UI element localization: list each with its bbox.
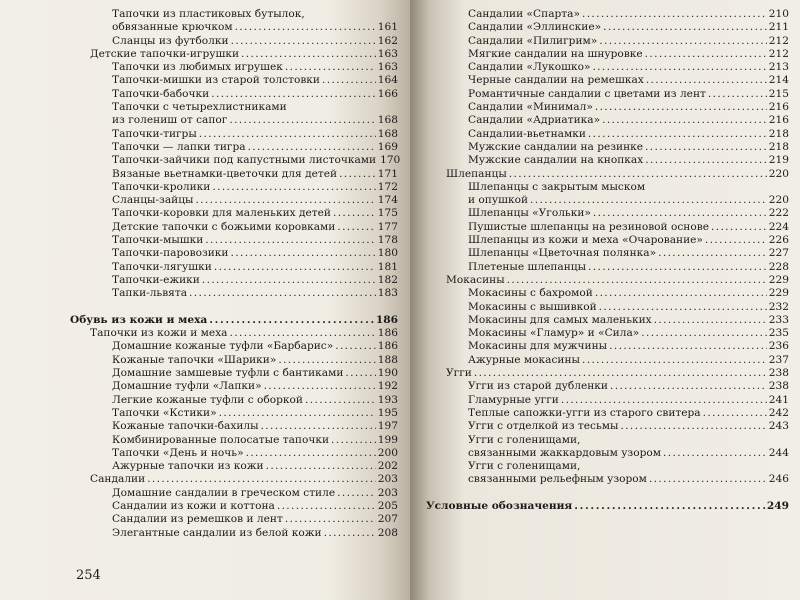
toc-entry-title: обвязанные крючком [112, 21, 233, 34]
toc-entry-title: и опушкой [468, 194, 529, 207]
toc-entry-title: Сандалии из ремешков и лент [112, 513, 283, 526]
toc-list-right [426, 8, 789, 513]
toc-entry-title: Угги из старой дубленки [468, 380, 608, 393]
toc-entry-page: 182 [377, 273, 398, 286]
toc-entry [426, 8, 789, 21]
toc-entry [70, 261, 398, 274]
toc-entry-title: Гламурные угги [468, 393, 559, 406]
toc-leader-dots [331, 434, 376, 447]
toc-leader-dots [205, 234, 375, 247]
toc-leader-dots [264, 380, 376, 393]
toc-entry-title: Тапочки-мышки [112, 234, 204, 247]
toc-entry [70, 141, 398, 154]
toc-leader-dots [588, 261, 767, 274]
toc-entry [426, 247, 789, 260]
toc-entry-page: 212 [768, 47, 789, 60]
toc-entry-title: Домашние замшевые туфли с бантиками [112, 367, 344, 380]
toc-entry-title: Сандалии «Лукошко» [468, 61, 591, 74]
toc-entry-page: 220 [768, 167, 789, 180]
toc-entry [426, 380, 789, 393]
toc-leader-dots [582, 354, 767, 367]
toc-entry-title: Угги с отделкой из тесьмы [468, 420, 619, 433]
toc-entry-title: Вязаные вьетнамки-цветочки для детей [112, 167, 338, 180]
toc-leader-dots [241, 48, 376, 61]
toc-entry-page: 199 [377, 433, 398, 446]
toc-entry-title: Комбинированные полосатые тапочки [112, 433, 330, 446]
toc-entry-page: 197 [377, 420, 398, 433]
toc-entry-title: Мужские сандалии на резинке [468, 140, 644, 153]
toc-entry-title: Домашние сандалии в греческом стиле [112, 486, 336, 499]
toc-entry-page: 180 [377, 247, 398, 260]
toc-entry-page: 163 [377, 61, 398, 74]
toc-entry [426, 74, 789, 87]
toc-entry-title: Ажурные мокасины [468, 353, 580, 366]
toc-entry-page: 235 [768, 327, 789, 340]
toc-leader-dots [219, 407, 376, 420]
toc-leader-dots [703, 407, 767, 420]
toc-leader-dots [209, 314, 374, 327]
toc-entry-title: Легкие кожаные туфли с оборкой [112, 393, 303, 406]
toc-leader-dots [574, 500, 765, 513]
toc-entry-page: 168 [377, 127, 398, 140]
toc-leader-dots [261, 420, 376, 433]
toc-entry [426, 367, 789, 380]
toc-leader-dots [561, 394, 767, 407]
toc-entry [426, 447, 789, 460]
toc-leader-dots [277, 500, 376, 513]
toc-entry [426, 141, 789, 154]
toc-leader-dots [211, 88, 376, 101]
toc-leader-dots [195, 194, 375, 207]
toc-entry-page: 244 [768, 446, 789, 459]
toc-entry [426, 327, 789, 340]
toc-entry [426, 128, 789, 141]
toc-entry-page: 218 [768, 127, 789, 140]
toc-entry-title: Тапочки-кролики [112, 180, 211, 193]
toc-leader-dots [246, 447, 376, 460]
toc-entry [70, 513, 398, 526]
toc-entry-page: 213 [768, 61, 789, 74]
toc-entry-page: 220 [768, 194, 789, 207]
toc-entry-title: Сандалии-вьетнамки [468, 127, 586, 140]
toc-entry [70, 74, 398, 87]
toc-leader-dots [711, 221, 767, 234]
toc-entry [70, 234, 398, 247]
toc-leader-dots [474, 367, 767, 380]
toc-entry-page: 162 [377, 34, 398, 47]
toc-entry-page: 169 [377, 140, 398, 153]
toc-entry-title: Романтичные сандалии с цветами из лент [468, 87, 706, 100]
toc-entry-title: Шлепанцы «Угольки» [468, 207, 591, 220]
toc-leader-dots [199, 128, 376, 141]
toc-leader-dots [322, 74, 376, 87]
toc-entry-page: 186 [375, 313, 398, 326]
toc-leader-dots [335, 340, 376, 353]
toc-entry-page: 195 [377, 406, 398, 419]
toc-entry [426, 21, 789, 34]
toc-entry-page: 186 [377, 327, 398, 340]
toc-entry-page: 170 [380, 154, 401, 167]
toc-entry-title: Тапочки из пластиковых бутылок, [112, 8, 305, 20]
toc-leader-dots [266, 460, 376, 473]
toc-leader-dots [582, 8, 767, 21]
toc-leader-dots [507, 274, 767, 287]
toc-entry-page: 183 [377, 287, 398, 300]
toc-entry-title: Условные обозначения [426, 499, 573, 512]
toc-entry-page: 174 [377, 194, 398, 207]
toc-entry-title: Домашние кожаные туфли «Барбарис» [112, 340, 334, 353]
toc-entry-page: 193 [377, 393, 398, 406]
toc-entry-title: Шлепанцы «Цветочная полянка» [468, 247, 657, 260]
toc-entry-title: Кожаные тапочки-бахилы [112, 420, 259, 433]
toc-entry [70, 194, 398, 207]
toc-entry-title: Мокасины «Гламур» и «Сила» [468, 327, 640, 340]
toc-entry-page: 232 [768, 300, 789, 313]
toc-entry-page: 236 [768, 340, 789, 353]
toc-entry [70, 88, 398, 101]
toc-entry-title: Черные сандалии на ремешках [468, 74, 644, 87]
toc-entry [426, 274, 789, 287]
toc-entry-page: 207 [377, 513, 398, 526]
toc-entry-title: Угги [446, 367, 472, 380]
toc-entry [70, 154, 401, 167]
toc-leader-dots [641, 327, 767, 340]
toc-entry [426, 261, 789, 274]
toc-leader-dots [231, 247, 376, 260]
toc-entry-title: Угги с голенищами, [468, 460, 581, 473]
toc-entry-page: 238 [768, 380, 789, 393]
toc-leader-dots [530, 194, 767, 207]
toc-entry [70, 114, 398, 127]
toc-entry-title: Мужские сандалии на кнопках [468, 154, 644, 167]
toc-entry-title: Шлепанцы из кожи и меха «Очарование» [468, 234, 703, 247]
toc-entry [70, 380, 398, 393]
toc-entry-page: 168 [377, 114, 398, 127]
toc-entry-page: 226 [768, 234, 789, 247]
toc-entry-title: Сандалии [90, 473, 146, 486]
toc-entry [426, 314, 789, 327]
toc-entry-title: Мягкие сандалии на шнуровке [468, 47, 643, 60]
toc-leader-dots [588, 128, 767, 141]
toc-leader-dots [231, 35, 376, 48]
toc-leader-dots [345, 367, 375, 380]
toc-entry-page: 224 [768, 220, 789, 233]
toc-entry-title: Кожаные тапочки «Шарики» [112, 353, 277, 366]
toc-entry-title: Мокасины с вышивкой [468, 300, 597, 313]
toc-entry-title: Тапочки-бабочки [112, 87, 210, 100]
toc-leader-dots [610, 380, 767, 393]
toc-leader-dots [285, 61, 376, 74]
toc-entry-title: Шлепанцы с закрытым мыском [468, 180, 646, 193]
toc-leader-dots [189, 287, 376, 300]
toc-entry-page: 205 [377, 499, 398, 512]
toc-entry [70, 314, 398, 327]
toc-leader-dots [620, 420, 766, 433]
toc-leader-dots [595, 101, 767, 114]
toc-entry [70, 35, 398, 48]
toc-entry-title: Тапочки из кожи и меха [90, 327, 228, 340]
toc-entry-page: 229 [768, 287, 789, 300]
toc-entry-title: Тапочки-ежики [112, 273, 200, 286]
toc-entry-title: Тапочки — лапки тигра [112, 140, 246, 153]
toc-entry-page: 190 [377, 367, 398, 380]
toc-entry-page: 227 [768, 247, 789, 260]
toc-entry-title: Плетеные шлепанцы [468, 260, 587, 273]
toc-entry-title: Шлепанцы [446, 167, 507, 180]
toc-entry [426, 88, 789, 101]
toc-entry [426, 234, 789, 247]
toc-leader-dots [708, 88, 767, 101]
toc-entry [70, 274, 398, 287]
toc-entry-title: Тапочки «День и ночь» [112, 446, 244, 459]
toc-entry [70, 527, 398, 540]
toc-entry-page: 164 [377, 74, 398, 87]
toc-leader-dots [595, 287, 767, 300]
toc-entry [70, 168, 398, 181]
toc-entry [70, 221, 398, 234]
toc-leader-dots [609, 340, 767, 353]
toc-entry-title: Элегантные сандалии из белой кожи [112, 526, 322, 539]
toc-entry-page: 177 [377, 220, 398, 233]
toc-leader-dots [278, 354, 375, 367]
toc-entry-title: Сланцы-зайцы [112, 194, 194, 207]
toc-entry-title: Детские тапочки-игрушки [90, 47, 240, 60]
toc-entry-page: 171 [377, 167, 398, 180]
toc-entry-page: 161 [377, 21, 398, 34]
toc-entry-page: 218 [768, 140, 789, 153]
toc-entry-page: 233 [768, 313, 789, 326]
toc-entry-title: Тапочки из любимых игрушек [112, 61, 283, 74]
toc-entry-title: Ажурные тапочки из кожи [112, 460, 264, 473]
toc-entry-page: 222 [768, 207, 789, 220]
toc-entry-page: 188 [377, 353, 398, 366]
toc-entry [426, 394, 789, 407]
toc-entry [70, 407, 398, 420]
toc-entry-title: Сланцы из футболки [112, 34, 229, 47]
toc-entry [426, 420, 789, 433]
toc-entry-page: 212 [768, 34, 789, 47]
toc-entry [426, 500, 789, 513]
toc-leader-dots [645, 48, 767, 61]
toc-leader-dots [599, 301, 767, 314]
toc-entry-page: 216 [768, 101, 789, 114]
toc-leader-dots [592, 61, 766, 74]
toc-entry [70, 327, 398, 340]
toc-entry [426, 48, 789, 61]
toc-leader-dots [603, 21, 767, 34]
toc-entry [70, 420, 398, 433]
toc-entry-title: Сандалии «Эллинские» [468, 21, 602, 34]
toc-leader-dots [705, 234, 767, 247]
toc-entry-page: 178 [377, 234, 398, 247]
toc-entry [70, 128, 398, 141]
toc-entry-page: 242 [768, 406, 789, 419]
toc-leader-dots [599, 35, 767, 48]
right-page [410, 0, 800, 600]
toc-entry-page: 216 [768, 114, 789, 127]
toc-entry-title: связанными рельефным узором [468, 473, 647, 486]
toc-entry [70, 500, 398, 513]
toc-entry-page: 192 [377, 380, 398, 393]
toc-entry [70, 340, 398, 353]
toc-entry-page: 200 [377, 446, 398, 459]
toc-entry-title: Сандалии «Минимал» [468, 101, 593, 114]
toc-leader-dots [593, 207, 767, 220]
toc-list-left [70, 8, 401, 540]
toc-entry [426, 114, 789, 127]
toc-leader-dots [324, 527, 376, 540]
toc-entry-title: Мокасины для самых маленьких [468, 313, 652, 326]
toc-entry-title: Тапочки-лягушки [112, 260, 212, 273]
toc-leader-dots [202, 274, 376, 287]
toc-leader-dots [214, 261, 376, 274]
toc-entry-title: Тапочки-паровозики [112, 247, 229, 260]
toc-entry-page: 203 [377, 473, 398, 486]
toc-entry [426, 101, 789, 114]
toc-leader-dots [229, 114, 375, 127]
toc-entry-page: 243 [768, 420, 789, 433]
toc-entry [426, 194, 789, 207]
toc-entry-title: из голениш от сапог [112, 114, 228, 127]
toc-entry-title: Детские тапочки с божьими коровками [112, 220, 336, 233]
toc-entry [70, 287, 398, 300]
toc-entry [70, 21, 398, 34]
toc-entry-page: 215 [768, 87, 789, 100]
toc-entry [426, 207, 789, 220]
toc-entry-page: 211 [768, 21, 789, 34]
toc-leader-dots [654, 314, 767, 327]
toc-entry-page: 186 [377, 340, 398, 353]
toc-entry [426, 154, 789, 167]
toc-entry-page: 208 [377, 526, 398, 539]
toc-entry [70, 447, 398, 460]
toc-entry-title: Тапочки «Кстики» [112, 406, 217, 419]
toc-entry [70, 247, 398, 260]
toc-leader-dots [337, 487, 376, 500]
toc-entry-page: 219 [768, 154, 789, 167]
toc-leader-dots [248, 141, 376, 154]
toc-entry-title: Сандалии из кожи и коттона [112, 499, 275, 512]
toc-entry-page: 166 [377, 87, 398, 100]
toc-entry-title: Тапочки-зайчики под капустными листочками [112, 154, 377, 167]
toc-entry-title: Пушистые шлепанцы на резиновой основе [468, 220, 709, 233]
toc-leader-dots [235, 21, 376, 34]
toc-leader-dots [339, 168, 376, 181]
toc-entry [426, 473, 789, 486]
toc-leader-dots [229, 327, 375, 340]
toc-leader-dots [305, 394, 376, 407]
toc-leader-dots [663, 447, 767, 460]
page-number: 254 [76, 568, 101, 583]
toc-entry [426, 181, 789, 194]
toc-entry [426, 61, 789, 74]
toc-entry [426, 340, 789, 353]
toc-leader-dots [649, 473, 767, 486]
toc-leader-dots [645, 141, 767, 154]
toc-entry-page: 210 [768, 8, 789, 20]
toc-entry [70, 434, 398, 447]
toc-entry-page: 163 [377, 47, 398, 60]
toc-entry [426, 287, 789, 300]
toc-entry-page: 246 [768, 473, 789, 486]
toc-entry [70, 487, 398, 500]
toc-entry-title: Тапки-львята [112, 287, 188, 300]
toc-entry-page: 202 [377, 460, 398, 473]
toc-entry-title: Мокасины с бахромой [468, 287, 593, 300]
toc-leader-dots [645, 154, 767, 167]
toc-entry-title: Тапочки с четырехлистниками [112, 101, 287, 114]
toc-entry-page: 229 [768, 273, 789, 286]
toc-entry-title: Мокасины для мужчины [468, 340, 608, 353]
toc-entry-title: Сандалии «Пилигрим» [468, 34, 598, 47]
toc-entry-page: 175 [377, 207, 398, 220]
toc-entry-title: Тапочки-мишки из старой толстовки [112, 74, 320, 87]
toc-entry [70, 48, 398, 61]
toc-entry [70, 207, 398, 220]
toc-entry [426, 354, 789, 367]
toc-entry-title: Теплые сапожки-угги из старого свитера [468, 406, 701, 419]
toc-entry-title: Сандалии «Спарта» [468, 8, 580, 20]
toc-entry [70, 460, 398, 473]
toc-entry-title: Тапочки-коровки для маленьких детей [112, 207, 331, 220]
toc-entry-title: Сандалии «Адриатика» [468, 114, 601, 127]
toc-entry-page: 214 [768, 74, 789, 87]
toc-entry [70, 367, 398, 380]
toc-leader-dots [212, 181, 375, 194]
toc-entry-page: 228 [768, 260, 789, 273]
toc-entry [426, 301, 789, 314]
toc-leader-dots [646, 74, 767, 87]
toc-entry-title: Обувь из кожи и меха [70, 313, 208, 326]
toc-entry-title: Домашние туфли «Лапки» [112, 380, 262, 393]
toc-entry [70, 394, 398, 407]
toc-entry [70, 473, 398, 486]
toc-entry-title: Тапочки-тигры [112, 127, 197, 140]
toc-entry [70, 61, 398, 74]
toc-entry [426, 168, 789, 181]
toc-entry [426, 35, 789, 48]
toc-entry [426, 407, 789, 420]
toc-leader-dots [285, 513, 376, 526]
toc-entry-page: 172 [377, 180, 398, 193]
toc-entry [426, 221, 789, 234]
toc-entry-title: Мокасины [446, 273, 505, 286]
toc-entry [70, 354, 398, 367]
toc-entry [70, 8, 398, 21]
toc-entry [426, 460, 789, 473]
toc-entry-page: 238 [768, 367, 789, 380]
toc-entry [70, 181, 398, 194]
toc-entry-page: 249 [766, 499, 789, 512]
toc-entry-page: 181 [377, 260, 398, 273]
toc-entry-title: связанными жаккардовым узором [468, 446, 661, 459]
toc-leader-dots [333, 207, 376, 220]
toc-entry-page: 203 [377, 486, 398, 499]
toc-entry-page: 237 [768, 353, 789, 366]
toc-entry [426, 434, 789, 447]
toc-leader-dots [602, 114, 767, 127]
toc-entry-page: 241 [768, 393, 789, 406]
toc-entry-title: Угги с голенищами, [468, 433, 581, 446]
toc-leader-dots [658, 247, 767, 260]
toc-leader-dots [147, 473, 376, 486]
toc-entry [70, 101, 398, 114]
toc-leader-dots [337, 221, 375, 234]
toc-leader-dots [509, 168, 767, 181]
